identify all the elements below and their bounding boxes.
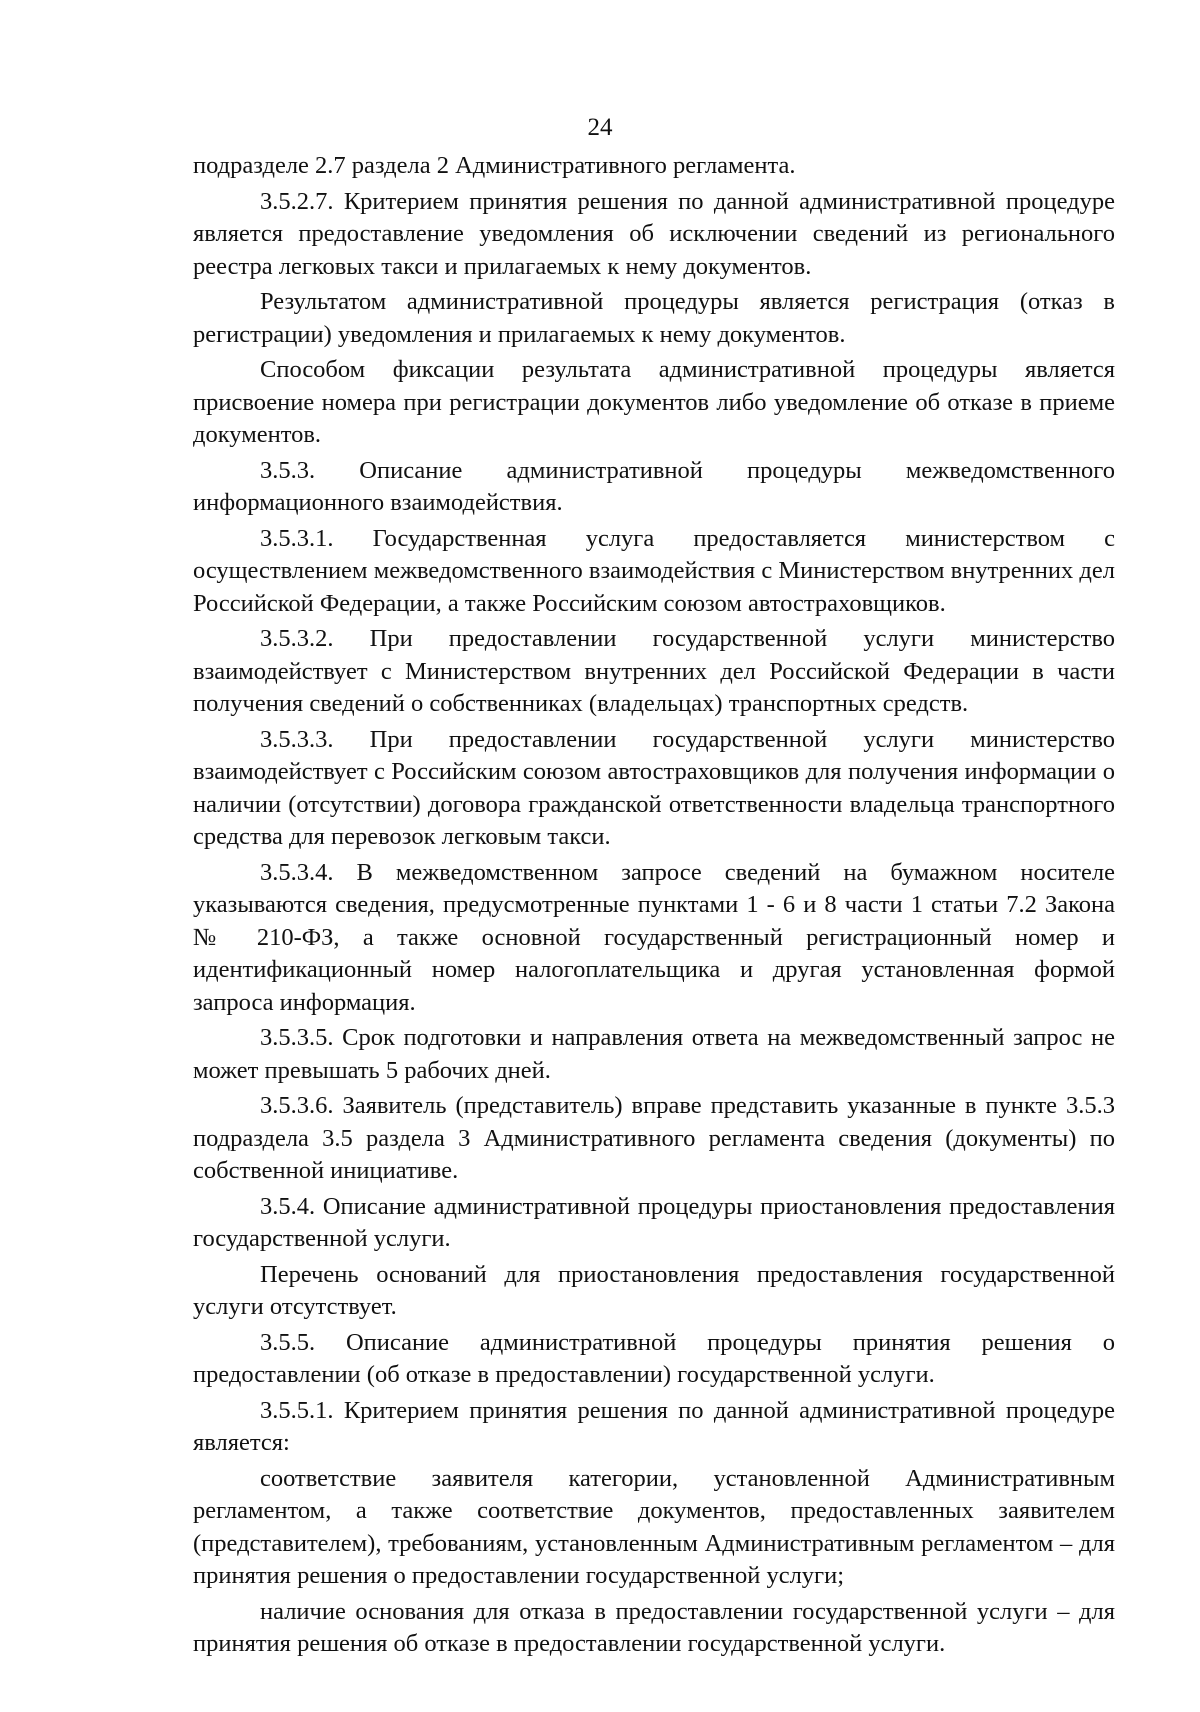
paragraph-3-5-3-6: 3.5.3.6. Заявитель (представитель) вправе представить указанные в пункте 3.5.3 подраздела 3.5 раздела 3 Административного регламента сведения (документы) по собственной инициативе.: [193, 1092, 1115, 1184]
paragraph-result: Результатом административной процедуры является регистрация (отказ в регистрации) уведомления и прилагаемых к нему документов.: [193, 288, 1115, 348]
paragraph-3-5-3-2: 3.5.3.2. При предоставлении государственной услуги министерство взаимодействует с Министерством внутренних дел Российской Федерации в части получения сведений о собственниках (владельцах) транспортных средств.: [193, 625, 1115, 717]
paragraph-criterion-grant: соответствие заявителя категории, установленной Административным регламентом, а также соответствие документов, предоставленных заявителем (представителем), требованиям, установленным Административным регламентом – для принятия решения о предоставлении государственной услуги;: [193, 1464, 1115, 1589]
paragraph-suspension-grounds: Перечень оснований для приостановления предоставления государственной услуги отсутствует.: [193, 1260, 1115, 1320]
paragraph-fixation-method: Способом фиксации результата административной процедуры является присвоение номера при регистрации документов либо уведомление об отказе в приеме документов.: [193, 356, 1115, 448]
paragraph-3-5-3-5: 3.5.3.5. Срок подготовки и направления ответа на межведомственный запрос не может превышать 5 рабочих дней.: [193, 1024, 1115, 1084]
paragraph-3-5-3-1: 3.5.3.1. Государственная услуга предоставляется министерством с осуществлением межведомственного взаимодействия с Министерством внутренних дел Российской Федерации, а также Российским союзом автостраховщиков.: [193, 524, 1115, 617]
paragraph-3-5-5: 3.5.5. Описание административной процедуры принятия решения о предоставлении (об отказе в предоставлении) государственной услуги.: [193, 1328, 1115, 1388]
paragraph-3-5-2-7: 3.5.2.7. Критерием принятия решения по данной административной процедуре является предоставление уведомления об исключении сведений из регионального реестра легковых такси и прилагаемых к нему документов.: [193, 187, 1115, 280]
page-number: 24: [587, 114, 613, 141]
paragraph-3-5-3-3: 3.5.3.3. При предоставлении государственной услуги министерство взаимодействует с Российским союзом автостраховщиков для получения информации о наличии (отсутствии) договора гражданской ответственности владельца транспортного средства для перевозок легковым такси.: [193, 725, 1115, 850]
paragraph-criterion-refusal: наличие основания для отказа в предоставлении государственной услуги – для принятия решения об отказе в предоставлении государственной услуги.: [193, 1597, 1115, 1657]
paragraph-3-5-4: 3.5.4. Описание административной процедуры приостановления предоставления государственной услуги.: [193, 1192, 1115, 1252]
paragraph-3-5-3-4: 3.5.3.4. В межведомственном запросе сведений на бумажном носителе указываются сведения, предусмотренные пунктами 1 - 6 и 8 части 1 статьи 7.2 Закона № 210-ФЗ, а также основной государственный регистрационный номер и идентификационный номер налогоплательщика и другая установленная формой запроса информация.: [193, 858, 1115, 1016]
paragraph-3-5-3: 3.5.3. Описание административной процедуры межведомственного информационного взаимодействия.: [193, 456, 1115, 516]
document-body: [193, 150, 1115, 1664]
paragraph-continuation: подразделе 2.7 раздела 2 Административного регламента.: [193, 152, 796, 179]
paragraph-3-5-5-1: 3.5.5.1. Критерием принятия решения по данной административной процедуре является:: [193, 1396, 1115, 1456]
